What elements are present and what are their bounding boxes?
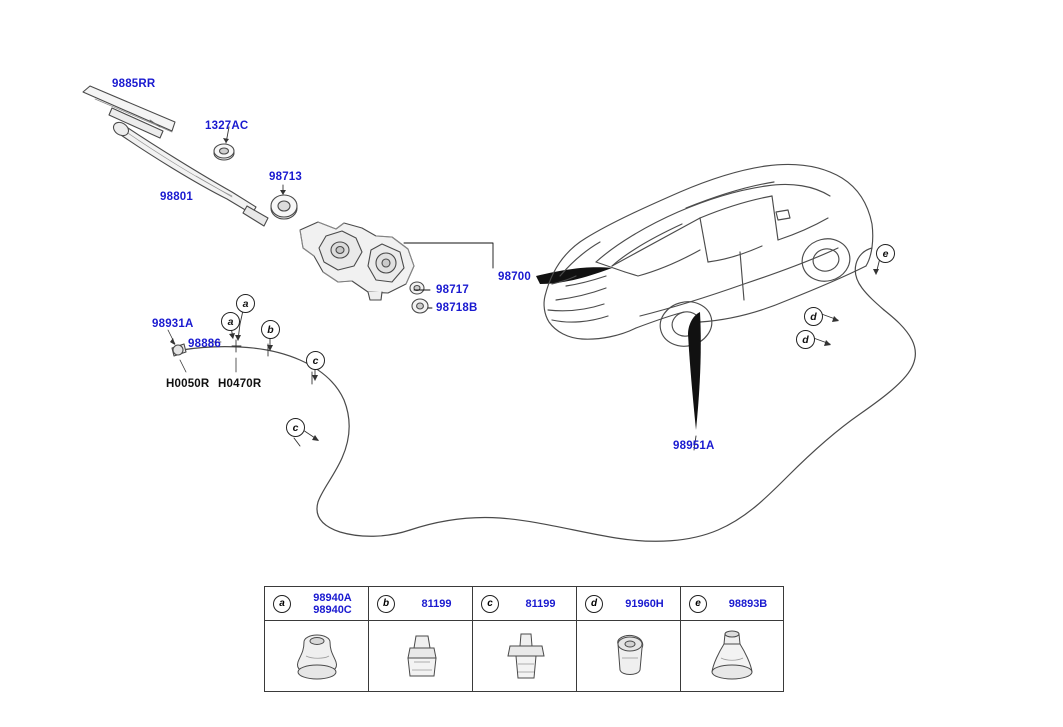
label-9885RR: 9885RR: [112, 78, 156, 90]
legend-letter-b: b: [377, 595, 395, 613]
legend-letter-e: e: [689, 595, 707, 613]
wiper-arm: [111, 120, 268, 226]
legend-code-d: 91960H: [625, 597, 664, 610]
legend-letter-a: a: [273, 595, 291, 613]
grommet-98713: [271, 185, 297, 219]
wiper-motor: [300, 222, 414, 300]
legend-code-a-line2: 98940C: [313, 603, 352, 616]
label-98718B: 98718B: [436, 302, 478, 314]
legend-cell-a: [264, 586, 368, 692]
legend-cell-d: [576, 586, 680, 692]
label-98717: 98717: [436, 284, 469, 296]
callout-leaders: [229, 258, 880, 450]
label-H0470R: H0470R: [218, 378, 262, 390]
clip-icon: [394, 628, 448, 684]
legend-icon-c: [473, 620, 576, 691]
label-98931A: 98931A: [152, 318, 194, 330]
legend-code-b: 81199: [421, 597, 452, 610]
washer-hose-left: [182, 248, 915, 541]
legend-cell-c: [472, 586, 576, 692]
label-98886: 98886: [188, 338, 221, 350]
legend-letter-c: c: [481, 595, 499, 613]
callout-a-2: a: [221, 312, 240, 331]
label-1327AC: 1327AC: [205, 120, 249, 132]
legend-icon-d: [577, 620, 680, 691]
vehicle-outline: [544, 165, 873, 352]
callout-d-1: d: [804, 307, 823, 326]
callout-c-1: c: [306, 351, 325, 370]
label-98713: 98713: [269, 171, 302, 183]
clamp-icon: [602, 628, 656, 684]
legend-code-e: 98893B: [728, 597, 768, 610]
legend-icon-a: [265, 620, 368, 691]
callout-a-1: a: [236, 294, 255, 313]
callout-c-2: c: [286, 418, 305, 437]
clip-icon: [498, 628, 552, 684]
callout-d-2: d: [796, 330, 815, 349]
legend-table: [264, 586, 784, 689]
callout-b-1: b: [261, 320, 280, 339]
legend-icon-b: [369, 620, 472, 691]
grommet-icon: [286, 628, 348, 684]
nut-98718B: [412, 299, 428, 313]
legend-header-row: [264, 586, 784, 692]
legend-letter-d: d: [585, 595, 603, 613]
legend-cell-b: [368, 586, 472, 692]
callout-e-1: e: [876, 244, 895, 263]
label-98700: 98700: [498, 271, 531, 283]
label-98951A: 98951A: [673, 440, 715, 452]
label-H0050R: H0050R: [166, 378, 210, 390]
legend-code-c: 81199: [525, 597, 556, 610]
washer-98717: [410, 282, 424, 294]
legend-icon-e: [681, 620, 783, 691]
label-98801: 98801: [160, 191, 193, 203]
nozzle-icon: [703, 628, 761, 684]
legend-cell-e: [680, 586, 784, 692]
legend-code-a-line1: 98940A: [313, 591, 352, 604]
